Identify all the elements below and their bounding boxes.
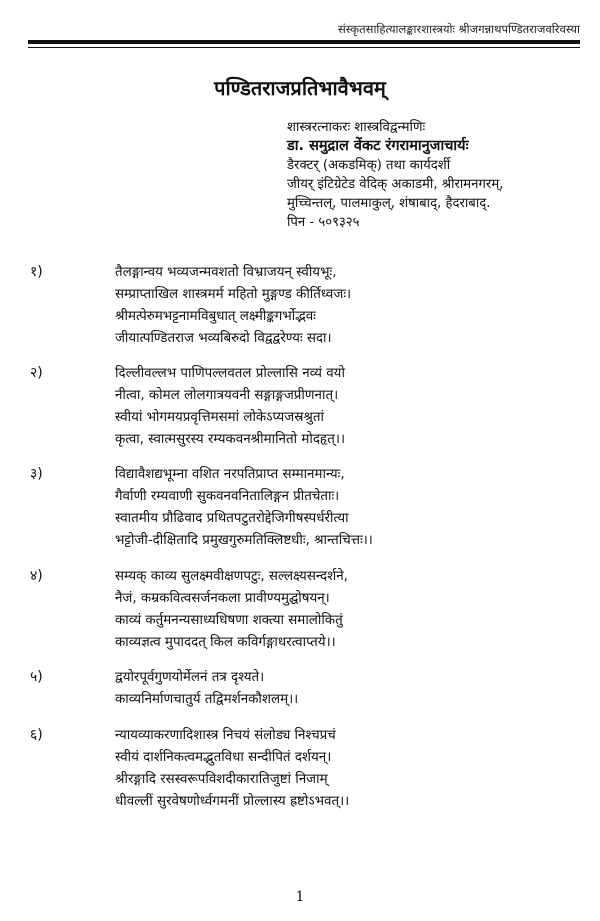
page-number: 1 (295, 889, 305, 905)
verse-lines (115, 464, 590, 552)
verse-number: ६) (30, 727, 43, 743)
verse-line: सम्प्राप्ताखिल शास्त्रमर्म महितो मुङ्गण्ड कीर्तिध्वजः। (115, 287, 352, 302)
verse-lines (115, 566, 590, 654)
verse-line: काव्यं कर्तुमनन्यसाध्यधिषणा शक्त्या समालोकितुं (115, 613, 343, 628)
verse-line: स्वातमीय प्रौढिवाद प्रथितपटुतरोद्देजिगीषस्पर्धरीत्या (115, 511, 349, 526)
verse-line: दिल्लीवल्लभ पाणिपल्लवतल प्रोल्लासि नव्यं वयो (115, 366, 345, 381)
verse-line: काव्यज्ञत्व मुपाददत् किल कविर्गङ्गाधरत्वाप्तये।। (115, 635, 336, 650)
verse-line: गैर्वाणी रम्यवाणी सुकवनवनितालिङ्गन प्रीतचेताः। (115, 489, 340, 504)
author-institution: जीयर् इंटिग्रेटेड वेदिक् अकाडमी, श्रीरामनगरम्, (287, 177, 504, 192)
author-address: मुच्चिन्तल्, पालमाकुल्, शंषाबाद्, हैदराबाद्. (287, 196, 491, 211)
verse-line: स्वीयं दार्शनिकत्वमद्भुतविधा सन्दीपितं दर्शयन्। (115, 750, 332, 765)
verse-number: २) (30, 365, 43, 381)
verse-line: नैजं, कम्रकवित्वसर्जनकला प्रावीण्यमुद्घोषयन्। (115, 591, 330, 606)
verse-line: श्रीरङ्गादि रसस्वरूपविशदीकारातिजुष्टां निजाम् (115, 772, 328, 787)
verse-line: जीयात्पण्डितराज भव्यबिरुदो विद्वद्वरेण्यः सदा। (115, 331, 332, 346)
verse-line: तैलङ्गान्वय भव्यजन्मवशतो विभ्राजयन् स्वीयभूः, (115, 265, 337, 280)
verse-line: काव्यनिर्माणचातुर्य तद्विमर्शनकौशलम्।। (115, 692, 299, 707)
header-rule-thick (28, 40, 580, 44)
author-name: डा. समुद्राल वेंकट रंगरामानुजाचार्यः (287, 138, 469, 154)
verse-lines (115, 725, 590, 813)
verse-line: कृत्वा, स्वात्मसुरस्य रम्यकवनश्रीमानितो मोदहृत्।। (115, 432, 346, 447)
verse-line: सम्यक् काव्य सुलक्ष्मवीक्षणपटुः, सल्लक्ष्यसन्दर्शने, (115, 569, 348, 584)
page-title: पण्डितराजप्रतिभावैभवम् (214, 76, 386, 100)
author-honorific: शास्त्ररत्नाकरः शास्त्रविद्वन्मणिः (287, 120, 426, 135)
author-pin: पिन - ५०९३२५ (287, 215, 360, 230)
verse-number: ४) (30, 568, 43, 584)
verse-line: श्रीमत्पेरुमभट्टनामविबुधात् लक्ष्मीङ्कगर्भोद्भवः (115, 309, 316, 324)
verse-line: धीवल्लीं सुरवेषणोर्ध्वगमनीं प्रोल्लास्य ह्रष्टोऽभवत्।। (115, 794, 350, 809)
verse-line: भट्टोजी-दीक्षितादि प्रमुखगुरुमतिक्लिष्टधीः, श्रान्तचित्तः।। (115, 533, 373, 548)
author-block (287, 118, 587, 232)
verse-line: स्वीयां भोगमयप्रवृत्तिमसमां लोकेऽप्यजस्रश्रुतां (115, 410, 324, 425)
author-designation: डैरक्टर् (अकडमिक्) तथा कार्यदर्शी (287, 158, 451, 173)
verse-line: द्वयोरपूर्वगुणयोर्मेलनं तत्र दृश्यते। (115, 670, 265, 685)
verse-line: नीत्वा, कोमल लोलगात्रयवनी सङ्गाङ्गजप्रीणनात्। (115, 388, 339, 403)
verse-number: ३) (30, 466, 43, 482)
verse-line: न्यायव्याकरणादिशास्त्र निचयं संलोड्य निश्चप्रचं (115, 728, 336, 743)
verse-lines (115, 667, 590, 711)
header-rule-thin (28, 47, 580, 48)
verse-number: १) (30, 264, 43, 280)
verse-lines (115, 363, 590, 451)
verse-line: विद्यावैशद्यभूम्ना वशित नरपतिप्राप्त सम्मानमान्यः, (115, 467, 345, 482)
running-header: संस्कृतसाहित्यालङ्कारशास्त्रयोः श्रीजगन्नाथपण्डितराजवरिवस्या (338, 22, 580, 36)
verse-number: ५) (30, 669, 43, 685)
verse-lines (115, 262, 590, 350)
